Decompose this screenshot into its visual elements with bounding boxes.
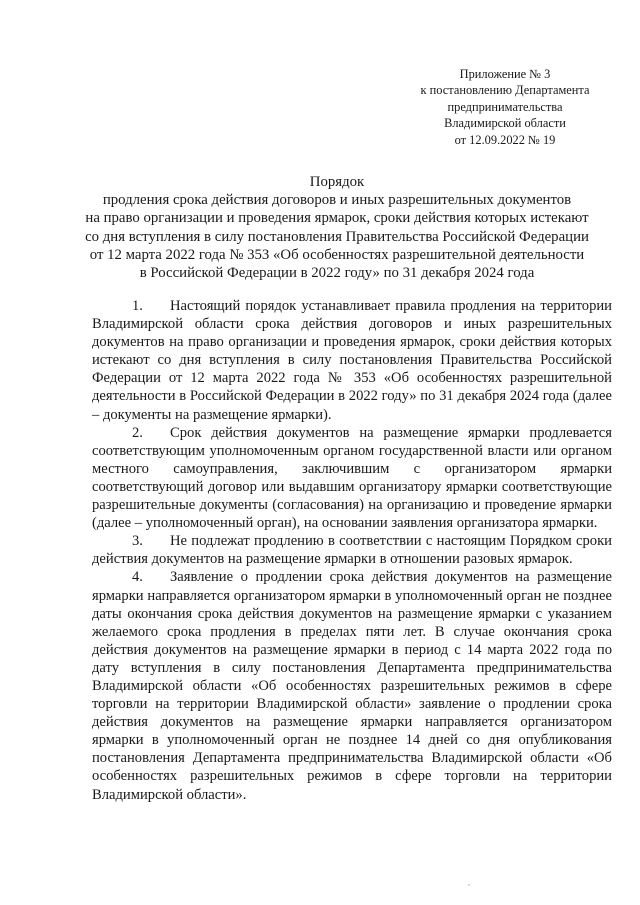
- paragraph-number: 1.: [132, 298, 143, 314]
- appendix-line: от 12.09.2022 № 19: [454, 132, 556, 147]
- appendix-header: [420, 66, 590, 148]
- appendix-line: Владимирской области: [444, 116, 566, 131]
- document-body: [92, 297, 612, 804]
- title-line: на право организации и проведения ярмарок, сроки действия которых истекают: [85, 210, 589, 227]
- appendix-line: Приложение № 3: [459, 67, 551, 81]
- paragraph-1: [92, 297, 612, 424]
- paragraph-3: [92, 532, 612, 568]
- paragraph-number: 4.: [132, 569, 143, 586]
- title-line: продления срока действия договоров и иных разрешительных документов: [102, 192, 572, 209]
- title-line: со дня вступления в силу постановления Правительства Российской Федерации: [85, 228, 589, 245]
- document-title: [70, 173, 604, 282]
- title-line: от 12 марта 2022 года № 353 «Об особенностях разрешительной деятельности: [89, 246, 585, 263]
- scan-speck: [468, 884, 470, 886]
- paragraph-2: [92, 424, 612, 533]
- paragraph-number: 2.: [132, 424, 143, 441]
- paragraph-text: Заявление о продлении срока действия документов на размещение ярмарки направляется организатором ярмарки в уполномоченный орган не позднее даты окончания срока действия документов на размещение ярмарки с указанием желаемого срока продления в пределах пяти лет. В случае окончания срока действия документов на размещение ярмарки в период с 14 марта 2022 года по дату вступления в силу постановления Департамента предпринимательства Владимирской области «Об особенностях разрешительных режимов в сфере торговли на территории Владимирской области» заявление о продлении срока действия документов на размещение ярмарки направляется организатором ярмарки в уполномоченный орган не позднее 14 дней со дня опубликования постановления Департамента предпринимательства Владимирской области «Об особенностях разрешительных режимов в сфере торговли на территории Владимирской области».: [92, 569, 612, 803]
- paragraph-text: Не подлежат продлению в соответствии с настоящим Порядком сроки действия документов на размещение ярмарки в отношении разовых ярмарок.: [92, 533, 612, 568]
- paragraph-number: 3.: [132, 533, 143, 550]
- paragraph-text: Настоящий порядок устанавливает правила продления на территории Владимирской области срока действия договоров и иных разрешительных документов на право организации и проведения ярмарок, сроки действия которых истекают со дня вступления в силу постановления Правительства Российской Федерации от 12 марта 2022 года № 353 «Об особенностях разрешительной деятельности в Российской Федерации в 2022 году» по 31 декабря 2024 года (далее – документы на размещение ярмарки).: [92, 298, 612, 423]
- appendix-line: к постановлению Департамента: [420, 83, 590, 98]
- title-line: в Российской Федерации в 2022 году» по 31 декабря 2024 года: [139, 265, 535, 282]
- paragraph-4: [92, 568, 612, 803]
- appendix-line: предпринимательства: [447, 99, 563, 114]
- title-main: Порядок: [309, 174, 365, 190]
- paragraph-text: Срок действия документов на размещение ярмарки продлевается соответствующим уполномоченным органом государственной власти или органом местного самоуправления, заключившим с организатором ярмарки соответствующий договор или выдавшим организатору ярмарки соответствующие разрешительные документы (согласования) на организацию и проведение ярмарки (далее – уполномоченный орган), на основании заявления организатора ярмарки.: [92, 424, 612, 532]
